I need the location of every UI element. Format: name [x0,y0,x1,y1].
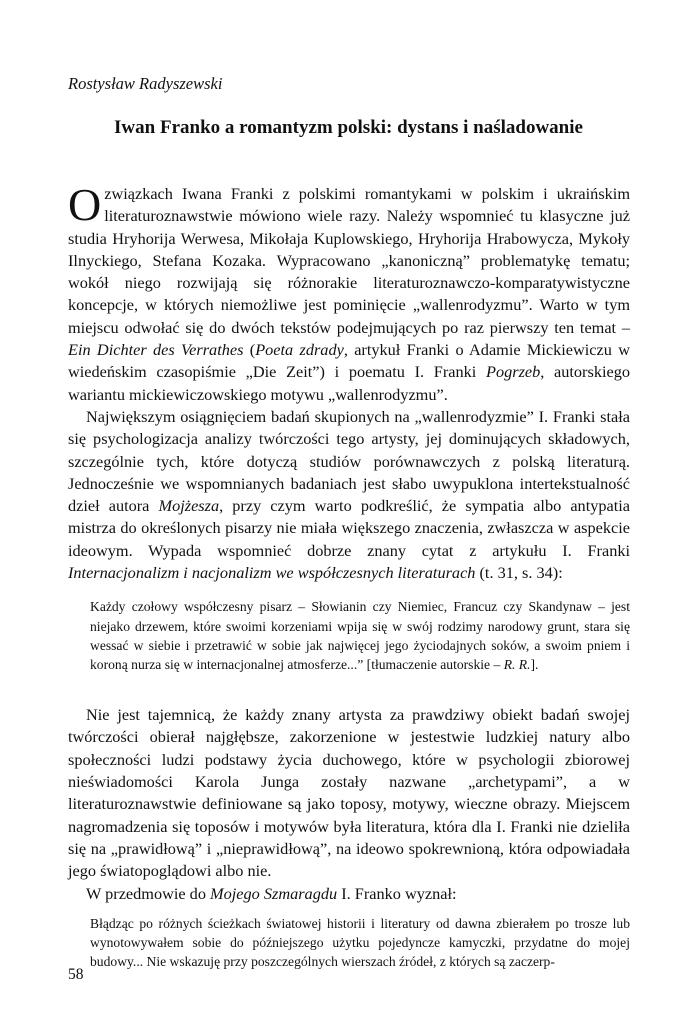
text-span: I. Franko wyznał: [337,883,457,903]
article-body [68,179,631,971]
italic-title: Pogrzeb [486,362,541,382]
italic-title: Ein Dichter des Verrathes [68,340,244,360]
text-span: , artykuł Franki o Adamie Mickiewiczu w wiedeńskim czasopiśmie „Die Zeit”) i poematu I. Franki [68,340,630,382]
author-name: Rostysław Radyszewski [68,74,223,93]
italic-initials: R. R. [503,656,531,672]
paragraph-4 [68,883,630,905]
block-quote-2: Błądząc po różnych ścieżkach światowej historii i literatury od dawna zbierałem po trosze lub wynotowywałem sobie do późniejszego użytku pojedyncze kamyczki, przydatne do mojej budowy... Nie wskazuję przy poszczególnych wierszach źródeł, z których są zaczerp- [90,915,630,970]
italic-title: Internacjonalizm i nacjonalizm we współczesnych literaturach [68,563,476,583]
text-span: W przedmowie do [86,883,211,903]
paragraph-1 [68,179,630,406]
italic-title: Mojżesza [158,496,220,516]
text-span: , autorskiego wariantu mickiewiczowskiego motywu „wallenrodyzmu”. [68,362,630,404]
italic-title: Poeta zdrady [255,340,344,360]
block-quote-1 [90,597,630,674]
text-span: , przy czym warto podkreślić, że sympatia albo antypatia mistrza do określonych pisarzy nie miała większego znaczenia, zwłaszcza w aspekcie ideowym. Wypada wspomnieć dobrze znany cytat z artykułu I. Franki [68,496,631,560]
text-span: ]. [530,656,539,672]
text-span: ( [243,340,256,360]
text-span: (t. 31, s. 34): [475,563,563,583]
paragraph-2 [68,406,630,584]
page-number: 58 [68,966,84,983]
text-span: Największym osiągnięciem badań skupionych na „wallenrodyzmie” I. Franki stała się psychologizacja analizy twórczości tego artysty, jej dominujących składowych, szczególnie tych, które dotyczą studiów porównawczych z polską literaturą. Jednocześnie we wspomnianych badaniach jest słabo uwypuklona intertekstualność dzieł autora [68,406,630,516]
text-span: związkach Iwana Franki z polskimi romantykami w polskim i ukraińskim literaturoznawstwie mówiono wiele razy. Należy wspomnieć tu klasyczne już studia Hryhorija Werwesa, Mikołaja Kuplowskiego, Hryhorija Hrabowycza, Mykoły Ilnyckiego, Stefana Kozaka. Wypracowano „kanoniczną” problematykę tematu; wokół niego rozwijają się różnorakie literaturoznawczo-komparatywistyczne koncepcje, w których niemożliwe jest pominięcie „wallenrodyzmu”. Warto w tym miejscu odwołać się do dwóch tekstów podejmujących po raz pierwszy ten temat – [68,184,630,337]
drop-cap: O [68,179,102,230]
article-title: Iwan Franko a romantyzm polski: dystans i naśladowanie [114,117,583,138]
paragraph-3: Nie jest tajemnicą, że każdy znany artysta za prawdziwy obiekt badań swojej twórczości obierał najgłębsze, zakorzenione w jestestwie ludzkiej natury albo społeczności ludzi podstawy życia duchowego, które w psychologii zbiorowej nieświadomości Karola Junga zostały nazwane „archetypami”, a w literaturoznawstwie definiowane są jako toposy, motywy, wieczne obrazy. Miejscem nagromadzenia się toposów i motywów była literatura, która dla I. Franki nie dzieliła się na „prawidłową” i „nieprawidłową”, na ideowo spokrewnioną, która odpowiadała jego światopoglądowi albo nie. [68,705,630,881]
spacer [68,674,630,704]
italic-title: Mojego Szmaragdu [210,883,338,903]
text-span: Każdy czołowy współczesny pisarz – Słowianin czy Niemiec, Francuz czy Skandynaw – jest niejako drzewem, które swoimi korzeniami wpija się w swój rodzimy narodowy grunt, stara się wessać w siebie i przetrawić w sobie jak najwięcej jego życiodajnych soków, a swoim pniem i koroną nurza się w internacjonalnej atmosferze...” [tłumaczenie autorskie – [90,599,630,672]
